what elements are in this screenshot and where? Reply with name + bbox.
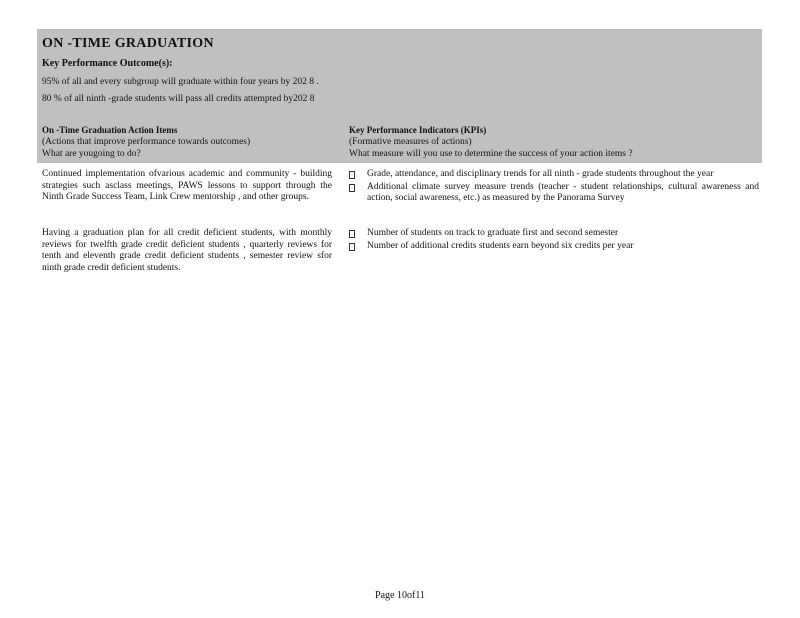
kpi-heading: Key Performance Indicators (KPIs) [349, 125, 487, 135]
document-body [37, 163, 762, 583]
action-items-subheading: (Actions that improve performance towards outcomes) [42, 137, 251, 147]
list-item [349, 228, 759, 240]
bullet-icon [349, 171, 355, 179]
kpi-text: Number of additional credits students earn beyond six credits per year [367, 240, 634, 251]
outcome-1: 95% of all and every subgroup will graduate within four years by 202 8 . [42, 77, 319, 87]
action-item-1: Continued implementation ofvarious academic and community - building strategies such asclass meetings, PAWS lessons to support through the Ninth Grade Success Team, Link Crew mentorship , and other groups. [42, 169, 332, 202]
list-item [349, 241, 759, 253]
bullet-icon [349, 230, 355, 238]
action-items-question: What are yougoing to do? [42, 149, 141, 159]
action-items-header [42, 124, 342, 160]
list-item [349, 169, 759, 181]
outcome-2: 80 % of all ninth -grade students will pass all credits attempted by202 8 [42, 94, 315, 104]
kpi-list-1 [349, 169, 759, 206]
kpi-subheading: (Formative measures of actions) [349, 137, 472, 147]
action-item-2: Having a graduation plan for all credit deficient students, with monthly reviews for twelfth grade credit deficient students , quarterly reviews for tenth and eleventh grade credit deficient students , semester review sfor ninth grade credit deficient students. [42, 228, 332, 273]
kpi-text: Additional climate survey measure trends (teacher - student relationships, cultural awareness and action, social awareness, etc.) as measured by the Panorama Survey [367, 181, 759, 203]
page-number: Page 10of11 [375, 590, 425, 601]
bullet-icon [349, 243, 355, 251]
kpi-text: Grade, attendance, and disciplinary trends for all ninth - grade students throughout the year [367, 169, 714, 179]
header-band [37, 29, 762, 163]
kpi-text: Number of students on track to graduate first and second semester [367, 228, 619, 238]
bullet-icon [349, 184, 355, 192]
kpi-header [349, 124, 759, 160]
graduation-document [37, 29, 762, 583]
action-items-heading: On -Time Graduation Action Items [42, 125, 178, 135]
kpi-question: What measure will you use to determine the success of your action items ? [349, 149, 633, 159]
kpi-list-2 [349, 228, 759, 253]
key-performance-outcomes-label: Key Performance Outcome(s): [42, 58, 173, 69]
list-item [349, 182, 759, 205]
page-title: ON -TIME GRADUATION [42, 36, 214, 51]
